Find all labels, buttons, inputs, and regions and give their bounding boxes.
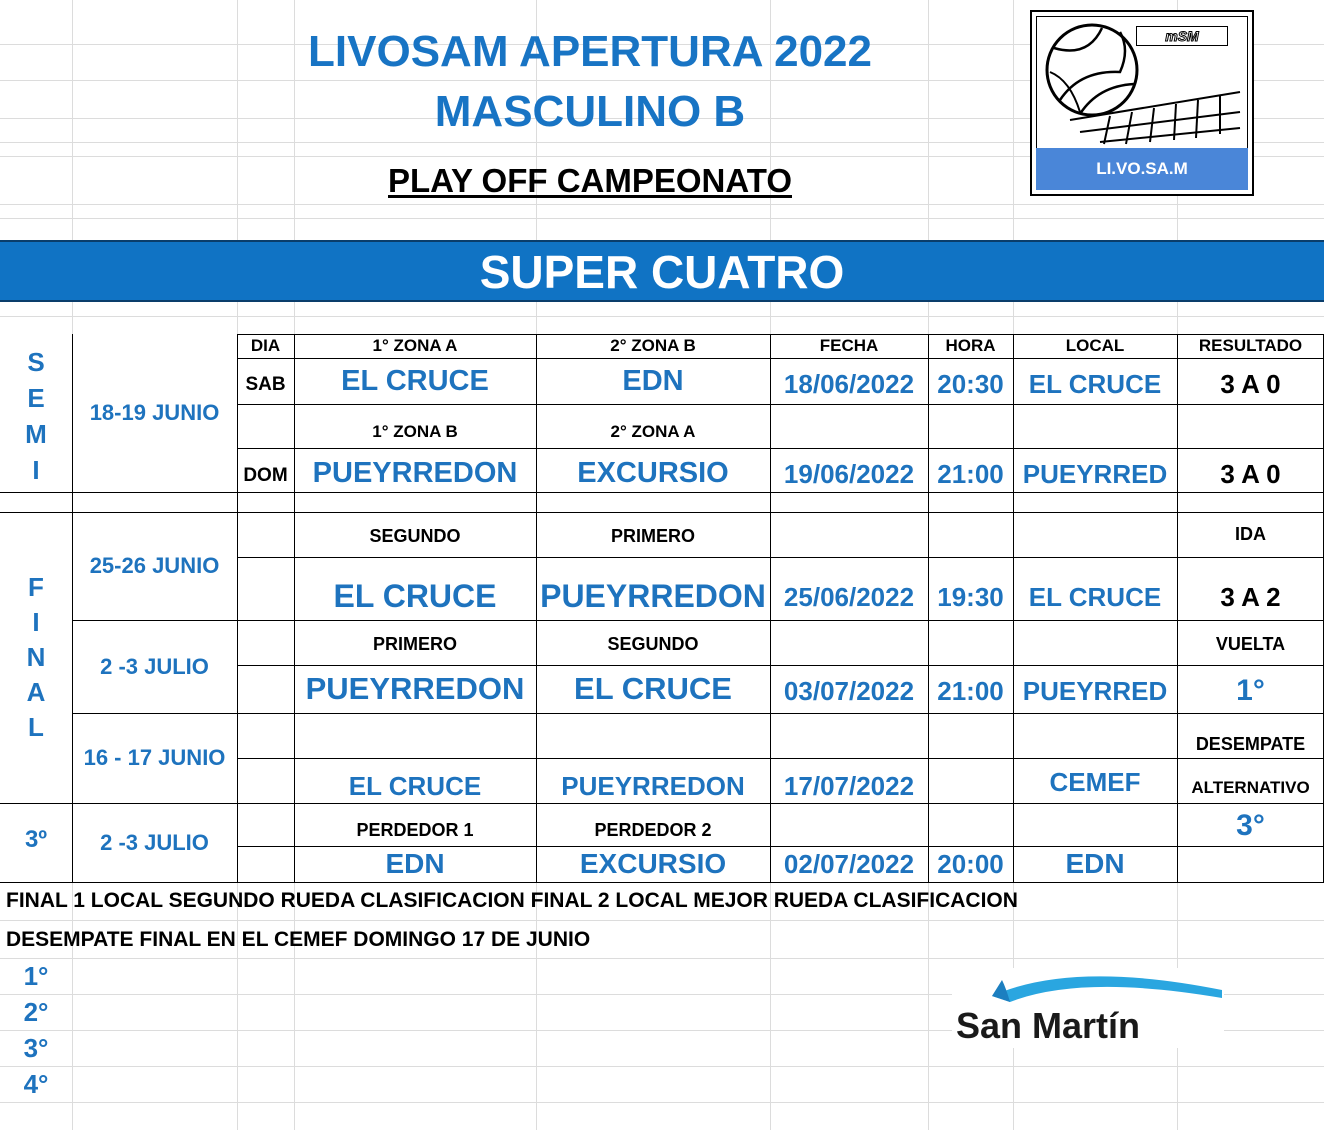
final-leg2-sub-res: VUELTA <box>1215 633 1286 654</box>
col-local: LOCAL <box>1065 336 1125 355</box>
final-tie-fecha: 17/07/2022 <box>783 770 915 801</box>
sponsor-logo <box>952 968 1224 1048</box>
col-fecha: FECHA <box>819 336 879 355</box>
final-leg1-dates: 25-26 JUNIO <box>89 553 220 578</box>
third-home: EDN <box>385 848 445 879</box>
semi-m2-local: PUEYRRED <box>1022 458 1168 489</box>
col-dia: DIA <box>250 336 281 355</box>
third-sub-res: 3° <box>1236 809 1265 842</box>
final-leg1-sub-away: PRIMERO <box>610 525 695 546</box>
standing-3: 3° <box>23 1032 49 1063</box>
final-leg2-dates: 2 -3 JULIO <box>100 653 209 679</box>
semi-m1-result: 3 A 0 <box>1220 368 1281 399</box>
third-away: EXCURSIO <box>579 848 727 879</box>
section-heading: PLAY OFF CAMPEONATO <box>388 162 792 199</box>
final-leg1-home: EL CRUCE <box>333 577 497 614</box>
semi-m2-result: 3 A 0 <box>1220 458 1281 489</box>
semi-m1-dia: SAB <box>245 374 286 395</box>
final-leg2-home: PUEYRREDON <box>305 671 525 706</box>
logo-tag: mSM <box>1136 26 1228 46</box>
semi-m1-away: EDN <box>622 364 684 397</box>
sponsor-name: San Martín <box>956 1005 1141 1046</box>
col-hora: HORA <box>945 336 996 355</box>
banner-title: SUPER CUATRO <box>479 246 845 298</box>
third-sub-away: PERDEDOR 2 <box>594 819 712 840</box>
semi-m2-home: PUEYRREDON <box>312 456 518 489</box>
final-tie-dates: 16 - 17 JUNIO <box>83 745 226 770</box>
final-leg2-hora: 21:00 <box>937 675 1004 706</box>
final-leg2-fecha: 03/07/2022 <box>783 675 915 706</box>
semi-m1-fecha: 18/06/2022 <box>783 368 915 399</box>
final-tie-local: CEMEF <box>1049 766 1141 797</box>
col-zone2: 2° ZONA B <box>610 336 696 355</box>
semi-m2-away: EXCURSIO <box>577 456 729 489</box>
semi-dates: 18-19 JUNIO <box>89 400 220 425</box>
third-label: 3º <box>24 825 48 853</box>
third-dates: 2 -3 JULIO <box>100 829 209 855</box>
standing-4: 4° <box>23 1068 49 1099</box>
final-tie-result: ALTERNATIVO <box>1191 778 1310 797</box>
page-title: LIVOSAM APERTURA 2022 <box>308 27 872 76</box>
note-line-1: FINAL 1 LOCAL SEGUNDO RUEDA CLASIFICACION FINAL 2 LOCAL MEJOR RUEDA CLASIFICACION <box>6 889 1018 912</box>
logo-caption: LI.VO.SA.M <box>1036 148 1248 190</box>
third-hora: 20:00 <box>937 848 1004 879</box>
semi-m1-home: EL CRUCE <box>341 364 489 397</box>
final-tie-away: PUEYRREDON <box>561 770 745 801</box>
note-line-2: DESEMPATE FINAL EN EL CEMEF DOMINGO 17 DE JUNIO <box>6 928 591 951</box>
final-tie-home: EL CRUCE <box>348 770 482 801</box>
semi-m1-local: EL CRUCE <box>1028 368 1162 399</box>
semi-m1-hora: 20:30 <box>937 368 1004 399</box>
third-fecha: 02/07/2022 <box>783 848 915 879</box>
final-leg2-away: EL CRUCE <box>574 671 732 706</box>
final-tie-sub-res: DESEMPATE <box>1195 733 1306 754</box>
col-zone1: 1° ZONA A <box>372 336 458 355</box>
final-leg1-away: PUEYRREDON <box>540 577 766 614</box>
third-sub-home: PERDEDOR 1 <box>356 819 474 840</box>
final-leg1-sub-home: SEGUNDO <box>369 525 461 546</box>
third-local: EDN <box>1065 848 1125 879</box>
page-subtitle: MASCULINO B <box>434 87 746 136</box>
standing-2: 2° <box>23 996 49 1027</box>
semi-m2-fecha: 19/06/2022 <box>783 458 915 489</box>
semi-m2-sub-away: 2° ZONA A <box>610 422 696 441</box>
standing-1: 1° <box>23 960 49 991</box>
livosam-logo <box>1030 10 1254 196</box>
semi-label: S E M I <box>25 347 47 485</box>
super-cuatro-banner <box>0 240 1324 302</box>
final-leg2-sub-home: PRIMERO <box>372 633 457 654</box>
semi-m2-dia: DOM <box>243 465 288 486</box>
final-leg1-local: EL CRUCE <box>1028 581 1162 612</box>
semi-m2-hora: 21:00 <box>937 458 1004 489</box>
final-label: F I N A L <box>26 572 46 742</box>
col-resultado: RESULTADO <box>1198 336 1303 355</box>
final-leg2-sub-away: SEGUNDO <box>607 633 699 654</box>
final-leg1-hora: 19:30 <box>937 581 1004 612</box>
final-leg1-fecha: 25/06/2022 <box>783 581 915 612</box>
final-leg2-result: 1° <box>1236 674 1265 707</box>
semi-m2-sub-home: 1° ZONA B <box>372 422 458 441</box>
final-leg1-sub-res: IDA <box>1235 524 1266 544</box>
sponsor-swoosh-icon <box>952 968 1224 1008</box>
final-leg2-local: PUEYRRED <box>1022 675 1168 706</box>
final-leg1-result: 3 A 2 <box>1220 581 1281 612</box>
